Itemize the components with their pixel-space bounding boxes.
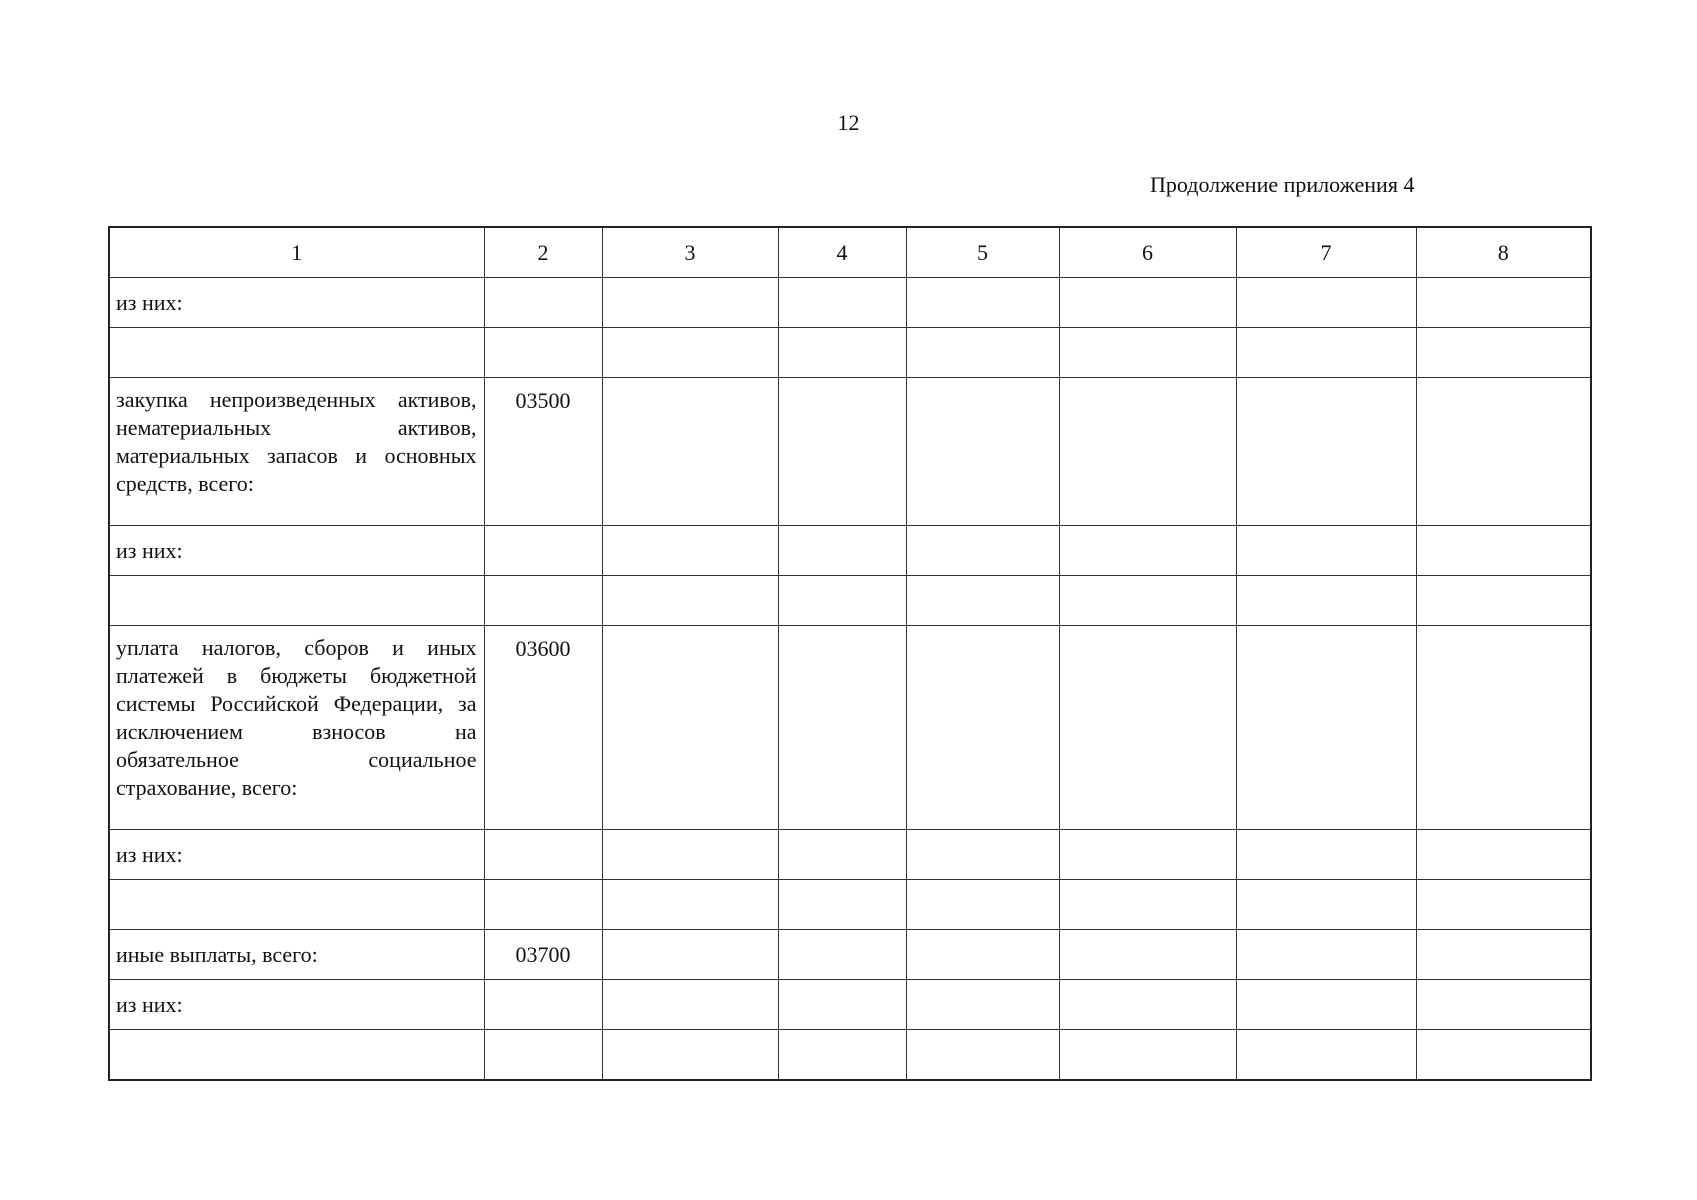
table-row xyxy=(109,1030,1591,1081)
row-code xyxy=(484,880,602,930)
data-cell xyxy=(1236,830,1416,880)
data-cell xyxy=(1416,378,1591,526)
data-cell xyxy=(1059,880,1236,930)
data-cell xyxy=(778,980,906,1030)
data-cell xyxy=(602,278,778,328)
appendix-continuation-note: Продолжение приложения 4 xyxy=(1150,172,1415,197)
data-cell xyxy=(1236,980,1416,1030)
data-cell xyxy=(1416,576,1591,626)
data-cell xyxy=(778,830,906,880)
column-header-6: 6 xyxy=(1059,227,1236,278)
data-cell xyxy=(1416,1030,1591,1081)
row-label xyxy=(109,328,484,378)
column-header-7: 7 xyxy=(1236,227,1416,278)
data-cell xyxy=(1416,278,1591,328)
data-cell xyxy=(778,278,906,328)
table-row xyxy=(109,378,1591,526)
column-header-2: 2 xyxy=(484,227,602,278)
data-cell xyxy=(906,526,1059,576)
data-cell xyxy=(1416,980,1591,1030)
data-cell xyxy=(1059,980,1236,1030)
table-row xyxy=(109,626,1591,830)
row-label: из них: xyxy=(109,980,484,1030)
row-code: 03700 xyxy=(484,930,602,980)
data-cell xyxy=(906,378,1059,526)
data-cell xyxy=(602,880,778,930)
data-cell xyxy=(1236,626,1416,830)
row-code: 03600 xyxy=(484,626,602,830)
row-label xyxy=(109,880,484,930)
row-label: иные выплаты, всего: xyxy=(109,930,484,980)
table-header-row xyxy=(109,227,1591,278)
row-code xyxy=(484,278,602,328)
table-row xyxy=(109,930,1591,980)
column-header-8: 8 xyxy=(1416,227,1591,278)
table-row xyxy=(109,880,1591,930)
data-cell xyxy=(778,930,906,980)
data-cell xyxy=(778,626,906,830)
column-header-5: 5 xyxy=(906,227,1059,278)
data-cell xyxy=(602,626,778,830)
data-cell xyxy=(1416,880,1591,930)
data-cell xyxy=(1236,930,1416,980)
data-cell xyxy=(1416,526,1591,576)
table-row xyxy=(109,576,1591,626)
data-cell xyxy=(602,526,778,576)
data-cell xyxy=(602,378,778,526)
row-label: из них: xyxy=(109,278,484,328)
data-cell xyxy=(1236,378,1416,526)
data-cell xyxy=(778,526,906,576)
page-number: 12 xyxy=(837,110,860,135)
data-cell xyxy=(602,930,778,980)
data-cell xyxy=(1059,526,1236,576)
data-cell xyxy=(778,378,906,526)
data-cell xyxy=(906,830,1059,880)
data-cell xyxy=(1236,278,1416,328)
data-cell xyxy=(1416,328,1591,378)
data-cell xyxy=(906,278,1059,328)
table-row xyxy=(109,526,1591,576)
data-cell xyxy=(1236,328,1416,378)
data-cell xyxy=(1059,830,1236,880)
data-cell xyxy=(778,1030,906,1081)
row-code xyxy=(484,328,602,378)
data-cell xyxy=(1236,880,1416,930)
column-header-3: 3 xyxy=(602,227,778,278)
table-row xyxy=(109,980,1591,1030)
row-label xyxy=(109,576,484,626)
row-code xyxy=(484,576,602,626)
row-code xyxy=(484,830,602,880)
data-cell xyxy=(778,576,906,626)
data-cell xyxy=(1416,830,1591,880)
data-cell xyxy=(906,1030,1059,1081)
data-cell xyxy=(906,576,1059,626)
row-code xyxy=(484,526,602,576)
data-cell xyxy=(906,980,1059,1030)
data-cell xyxy=(602,980,778,1030)
data-cell xyxy=(778,880,906,930)
data-cell xyxy=(602,1030,778,1081)
data-cell xyxy=(602,830,778,880)
data-cell xyxy=(1059,328,1236,378)
data-cell xyxy=(778,328,906,378)
data-cell xyxy=(906,626,1059,830)
table-row xyxy=(109,278,1591,328)
row-code xyxy=(484,980,602,1030)
data-cell xyxy=(1416,930,1591,980)
table-row xyxy=(109,830,1591,880)
data-cell xyxy=(1236,1030,1416,1081)
row-label: из них: xyxy=(109,526,484,576)
data-cell xyxy=(1059,278,1236,328)
data-cell xyxy=(602,328,778,378)
data-cell xyxy=(1416,626,1591,830)
data-cell xyxy=(1059,378,1236,526)
data-cell xyxy=(1236,526,1416,576)
data-cell xyxy=(1236,576,1416,626)
data-cell xyxy=(906,328,1059,378)
row-label: закупка непроизведенных активов, нематериальных активов, материальных запасов и основных средств, всего: xyxy=(109,378,484,526)
row-label: уплата налогов, сборов и иных платежей в бюджеты бюджетной системы Российской Федерации, за исключением взносов на обязательное социальное страхование, всего: xyxy=(109,626,484,830)
row-code xyxy=(484,1030,602,1081)
data-cell xyxy=(906,880,1059,930)
column-header-1: 1 xyxy=(109,227,484,278)
row-label xyxy=(109,1030,484,1081)
row-label: из них: xyxy=(109,830,484,880)
data-cell xyxy=(1059,576,1236,626)
data-cell xyxy=(602,576,778,626)
report-table xyxy=(108,226,1592,1081)
table-row xyxy=(109,328,1591,378)
column-header-4: 4 xyxy=(778,227,906,278)
data-cell xyxy=(906,930,1059,980)
data-cell xyxy=(1059,1030,1236,1081)
data-cell xyxy=(1059,626,1236,830)
row-code: 03500 xyxy=(484,378,602,526)
data-cell xyxy=(1059,930,1236,980)
